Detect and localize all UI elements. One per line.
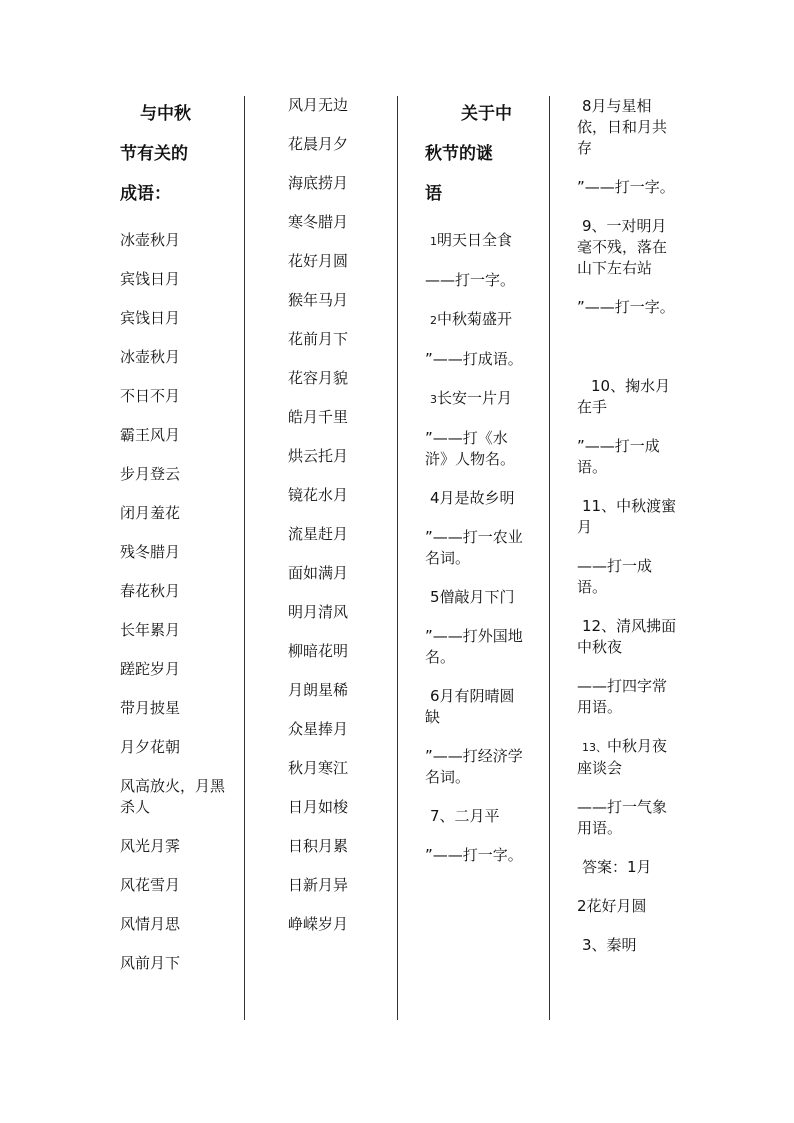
riddle-question: 7、二月平 <box>430 807 500 825</box>
riddle-question: 13、中秋月夜座谈会 <box>577 737 668 777</box>
column-divider-3 <box>549 96 550 1020</box>
riddle-number: 5 <box>430 588 440 606</box>
idiom-item: 烘云托月 <box>288 447 349 465</box>
idiom-item: 镜花水月 <box>288 486 349 504</box>
idiom-item: 日月如梭 <box>288 798 349 816</box>
idiom-item: 日积月累 <box>288 837 349 855</box>
riddle-question: 8月与星相依，日和月共存 <box>577 97 668 157</box>
riddle-question: 10、掬水月在手 <box>577 377 671 416</box>
idiom-item: 宾饯日月 <box>120 309 181 327</box>
idiom-item: 步月登云 <box>120 465 181 483</box>
riddle-number: 6 <box>430 687 440 705</box>
riddle-answer-hint: ——打四字常用语。 <box>577 677 668 716</box>
idiom-title-line-1: 与中秋 <box>140 104 191 124</box>
idiom-item: 风情月思 <box>120 915 181 933</box>
idiom-item: 花好月圆 <box>288 252 349 270</box>
riddle-answer-hint: ”——打成语。 <box>425 350 523 368</box>
idiom-item: 风花雪月 <box>120 876 181 894</box>
answer-line: 2花好月圆 <box>577 897 647 915</box>
idiom-item: 明月清风 <box>288 603 349 621</box>
idiom-item: 风月无边 <box>288 96 349 114</box>
riddle-answer-hint: ——打一字。 <box>425 271 516 289</box>
riddle-number: 2 <box>430 314 437 327</box>
answer-line: 答案：1月 <box>582 858 652 876</box>
riddle-number: 8 <box>582 97 592 115</box>
idiom-item: 海底捞月 <box>288 174 349 192</box>
idiom-item: 风高放火，月黑杀人 <box>120 777 226 816</box>
riddle-question: 3长安一片月 <box>430 389 513 407</box>
riddle-number: 12、 <box>582 617 617 635</box>
idiom-item: 蹉跎岁月 <box>120 660 181 678</box>
riddle-column-2 <box>577 96 681 974</box>
idiom-item: 残冬腊月 <box>120 543 181 561</box>
riddle-answer-hint: ——打一成语。 <box>577 557 653 596</box>
answer-line: 3、秦明 <box>582 936 637 954</box>
riddle-number: 11、 <box>582 497 617 515</box>
idiom-item: 长年累月 <box>120 621 181 639</box>
riddle-question: 11、中秋渡蜜月 <box>577 497 677 536</box>
idiom-item: 皓月千里 <box>288 408 349 426</box>
riddle-number: 7、 <box>430 807 455 825</box>
idiom-item: 不日不月 <box>120 387 181 405</box>
riddle-title-line-1: 关于中 <box>461 104 512 124</box>
riddle-title-line-2: 秋节的谜 <box>425 144 493 164</box>
riddle-answer-hint: ”——打一成语。 <box>577 437 660 476</box>
idiom-column-1 <box>120 104 228 992</box>
idiom-item: 猴年马月 <box>288 291 349 309</box>
riddle-number: 1 <box>430 235 437 248</box>
idiom-item: 冰壶秋月 <box>120 231 181 249</box>
riddle-question: 9、一对明月毫不残，落在山下左右站 <box>577 217 668 277</box>
riddle-question: 6月有阴晴圆缺 <box>425 687 515 726</box>
riddle-answer-hint: ”——打一字。 <box>577 298 675 316</box>
idiom-item: 月夕花朝 <box>120 738 181 756</box>
idiom-item: 霸王风月 <box>120 426 181 444</box>
column-divider-2 <box>397 96 398 1020</box>
riddle-question: 5僧敲月下门 <box>430 588 515 606</box>
idiom-item: 秋月寒江 <box>288 759 349 777</box>
idiom-item: 闭月羞花 <box>120 504 181 522</box>
riddle-column-1 <box>425 104 529 884</box>
riddle-answer-hint: ”——打一字。 <box>577 178 675 196</box>
riddle-number: 13、 <box>582 741 607 754</box>
riddle-number: 4 <box>430 489 440 507</box>
idiom-item: 花前月下 <box>288 330 349 348</box>
idiom-column-2 <box>288 95 388 953</box>
idiom-item: 带月披星 <box>120 699 181 717</box>
riddle-answer-hint: ”——打一农业名词。 <box>425 528 523 567</box>
riddle-number: 3 <box>430 393 437 406</box>
idiom-title-line-3: 成语： <box>120 184 171 204</box>
idiom-item: 众星捧月 <box>288 720 349 738</box>
idiom-item: 花晨月夕 <box>288 135 349 153</box>
idiom-item: 风光月霁 <box>120 837 181 855</box>
riddle-answer-hint: ”——打外国地名。 <box>425 627 523 666</box>
riddle-number: 9、 <box>582 217 607 235</box>
column-divider-1 <box>244 96 245 1020</box>
idiom-item: 柳暗花明 <box>288 642 349 660</box>
riddle-answer-hint: ——打一气象用语。 <box>577 798 668 837</box>
riddle-question: 12、清风拂面中秋夜 <box>577 617 677 656</box>
idiom-item: 流星赶月 <box>288 525 349 543</box>
idiom-item: 风前月下 <box>120 954 181 972</box>
idiom-item: 月朗星稀 <box>288 681 349 699</box>
riddle-question: 2中秋菊盛开 <box>430 310 513 328</box>
idiom-item: 日新月异 <box>288 876 349 894</box>
riddle-question: 1明天日全食 <box>430 231 513 249</box>
riddle-answer-hint: ”——打《水浒》人物名。 <box>425 429 516 468</box>
idiom-item: 宾饯日月 <box>120 270 181 288</box>
idiom-item: 花容月貌 <box>288 369 349 387</box>
idiom-item: 峥嵘岁月 <box>288 915 349 933</box>
idiom-item: 冰壶秋月 <box>120 348 181 366</box>
idiom-title-line-2: 节有关的 <box>120 144 188 164</box>
riddle-question: 4月是故乡明 <box>430 489 515 507</box>
idiom-item: 面如满月 <box>288 564 349 582</box>
riddle-number: 10、 <box>591 377 626 395</box>
idiom-item: 寒冬腊月 <box>288 213 349 231</box>
riddle-answer-hint: ”——打一字。 <box>425 846 523 864</box>
riddle-answer-hint: ”——打经济学名词。 <box>425 747 523 786</box>
idiom-item: 春花秋月 <box>120 582 181 600</box>
riddle-title-line-3: 语 <box>425 184 442 204</box>
